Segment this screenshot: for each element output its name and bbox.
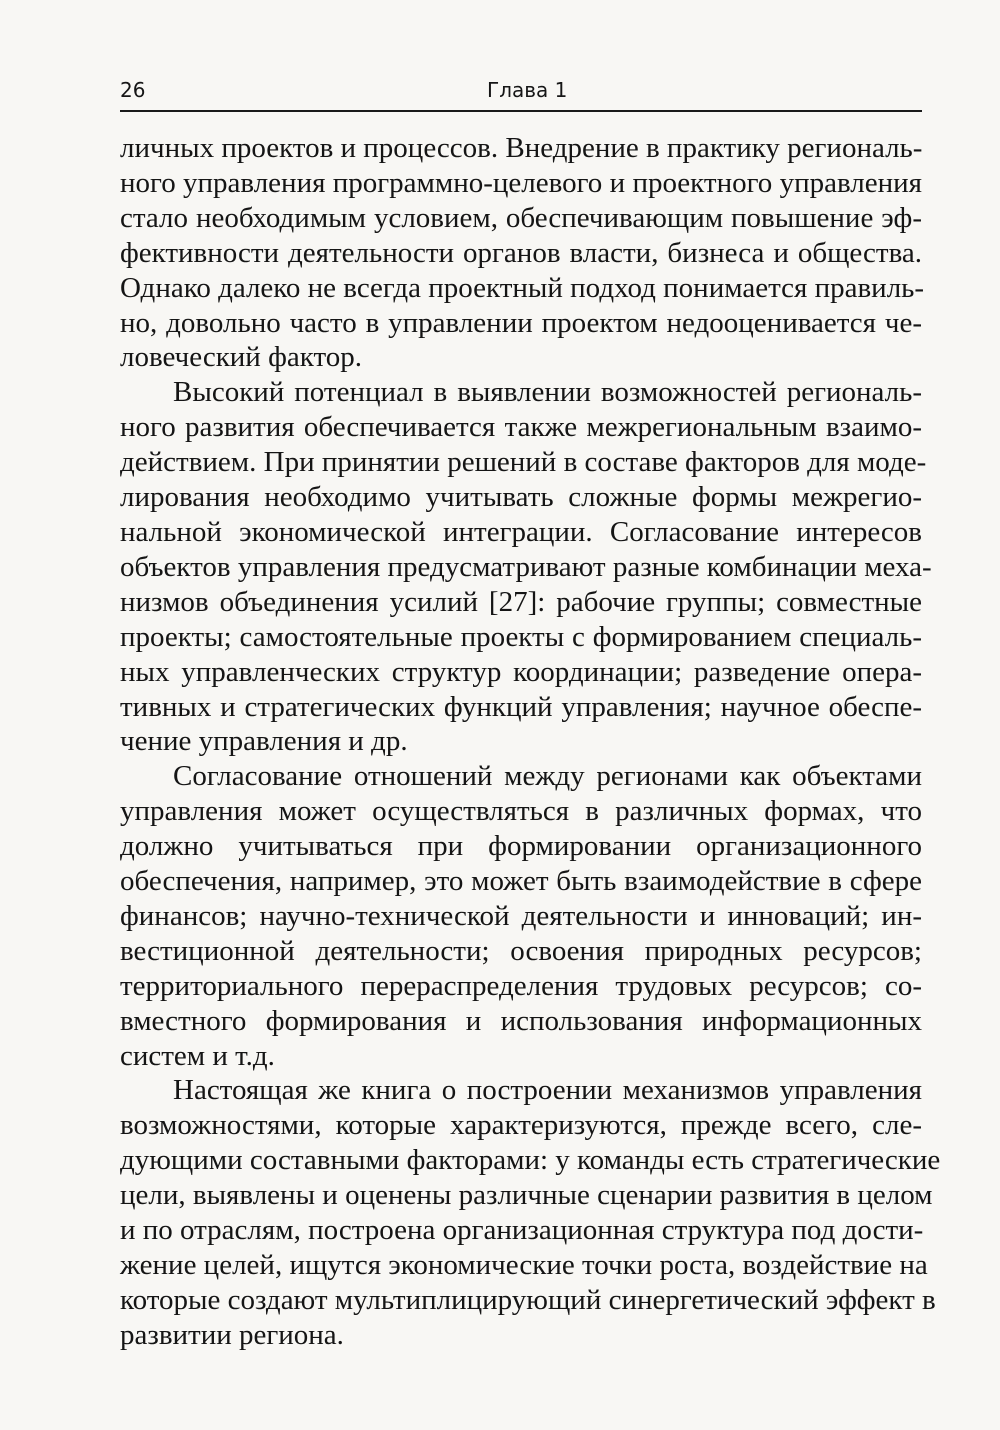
text-line: Высокий потенциал в выявлении возможностей региональ-	[173, 376, 922, 409]
paragraph-4	[120, 1073, 941, 1352]
text-line: возможностями, которые характеризуются, прежде всего, сле-	[120, 1109, 922, 1142]
text-line: тивных и стратегических функций управления; научное обеспе-	[120, 690, 922, 723]
paragraph-2	[120, 375, 932, 759]
text-line: должно учитываться при формировании организационного	[120, 830, 922, 863]
text-line: Настоящая же книга о построении механизмов управления	[173, 1074, 922, 1107]
text-line: ного развития обеспечивается также межрегиональным взаимо-	[120, 411, 922, 444]
text-line: развитии региона.	[120, 1318, 344, 1351]
text-line: чение управления и др.	[120, 725, 408, 758]
text-line: лирования необходимо учитывать сложные формы межрегио-	[120, 481, 922, 514]
text-line: личных проектов и процессов. Внедрение в практику региональ-	[120, 132, 923, 164]
text-line: стало необходимым условием, обеспечивающим повышение эф-	[120, 201, 922, 234]
text-line: обеспечения, например, это может быть взаимодействие в сфере	[120, 865, 922, 898]
text-line: финансов; научно-технической деятельности и инноваций; ин-	[120, 899, 922, 932]
body-text	[120, 131, 941, 1353]
text-line: низмов объединения усилий [27]: рабочие группы; совместные	[120, 585, 922, 618]
text-line: которые создают мультиплицирующий синергетический эффект в	[120, 1283, 936, 1316]
text-line: действием. При принятии решений в составе факторов для моде-	[120, 446, 927, 479]
text-line: дующими составными факторами: у команды есть стратегические	[120, 1144, 941, 1177]
running-header	[120, 74, 922, 112]
text-line: объектов управления предусматривают разные комбинации меха-	[120, 550, 932, 583]
chapter-title: Глава 1	[487, 78, 568, 102]
text-line: ловеческий фактор.	[120, 341, 362, 374]
text-line: жение целей, ищутся экономические точки роста, воздействие на	[120, 1249, 928, 1281]
text-line: территориального перераспределения трудовых ресурсов; со-	[120, 969, 922, 1002]
text-line: Однако далеко не всегда проектный подход понимается правиль-	[120, 271, 925, 304]
text-line: ных управленческих структур координации; разведение опера-	[120, 655, 922, 688]
text-line: цели, выявлены и оценены различные сценарии развития в целом	[120, 1179, 933, 1212]
text-line: систем и т.д.	[120, 1039, 275, 1072]
text-line: вестиционной деятельности; освоения природных ресурсов;	[120, 934, 922, 967]
text-line: управления может осуществляться в различных формах, что	[120, 795, 922, 828]
text-line: Согласование отношений между регионами как объектами	[173, 760, 922, 793]
text-line: проекты; самостоятельные проекты с формированием специаль-	[120, 620, 922, 653]
paragraph-3	[120, 759, 922, 1073]
text-line: но, довольно часто в управлении проектом недооценивается че-	[120, 306, 922, 339]
paragraph-1	[120, 131, 925, 375]
text-line: фективности деятельности органов власти, бизнеса и общества.	[120, 236, 922, 269]
text-line: нальной экономической интеграции. Согласование интересов	[120, 515, 922, 548]
text-line: ного управления программно-целевого и проектного управления	[120, 166, 922, 199]
text-line: вместного формирования и использования информационных	[120, 1004, 922, 1037]
page-number: 26	[120, 78, 146, 102]
text-line: и по отраслям, построена организационная структура под дости-	[120, 1214, 924, 1247]
